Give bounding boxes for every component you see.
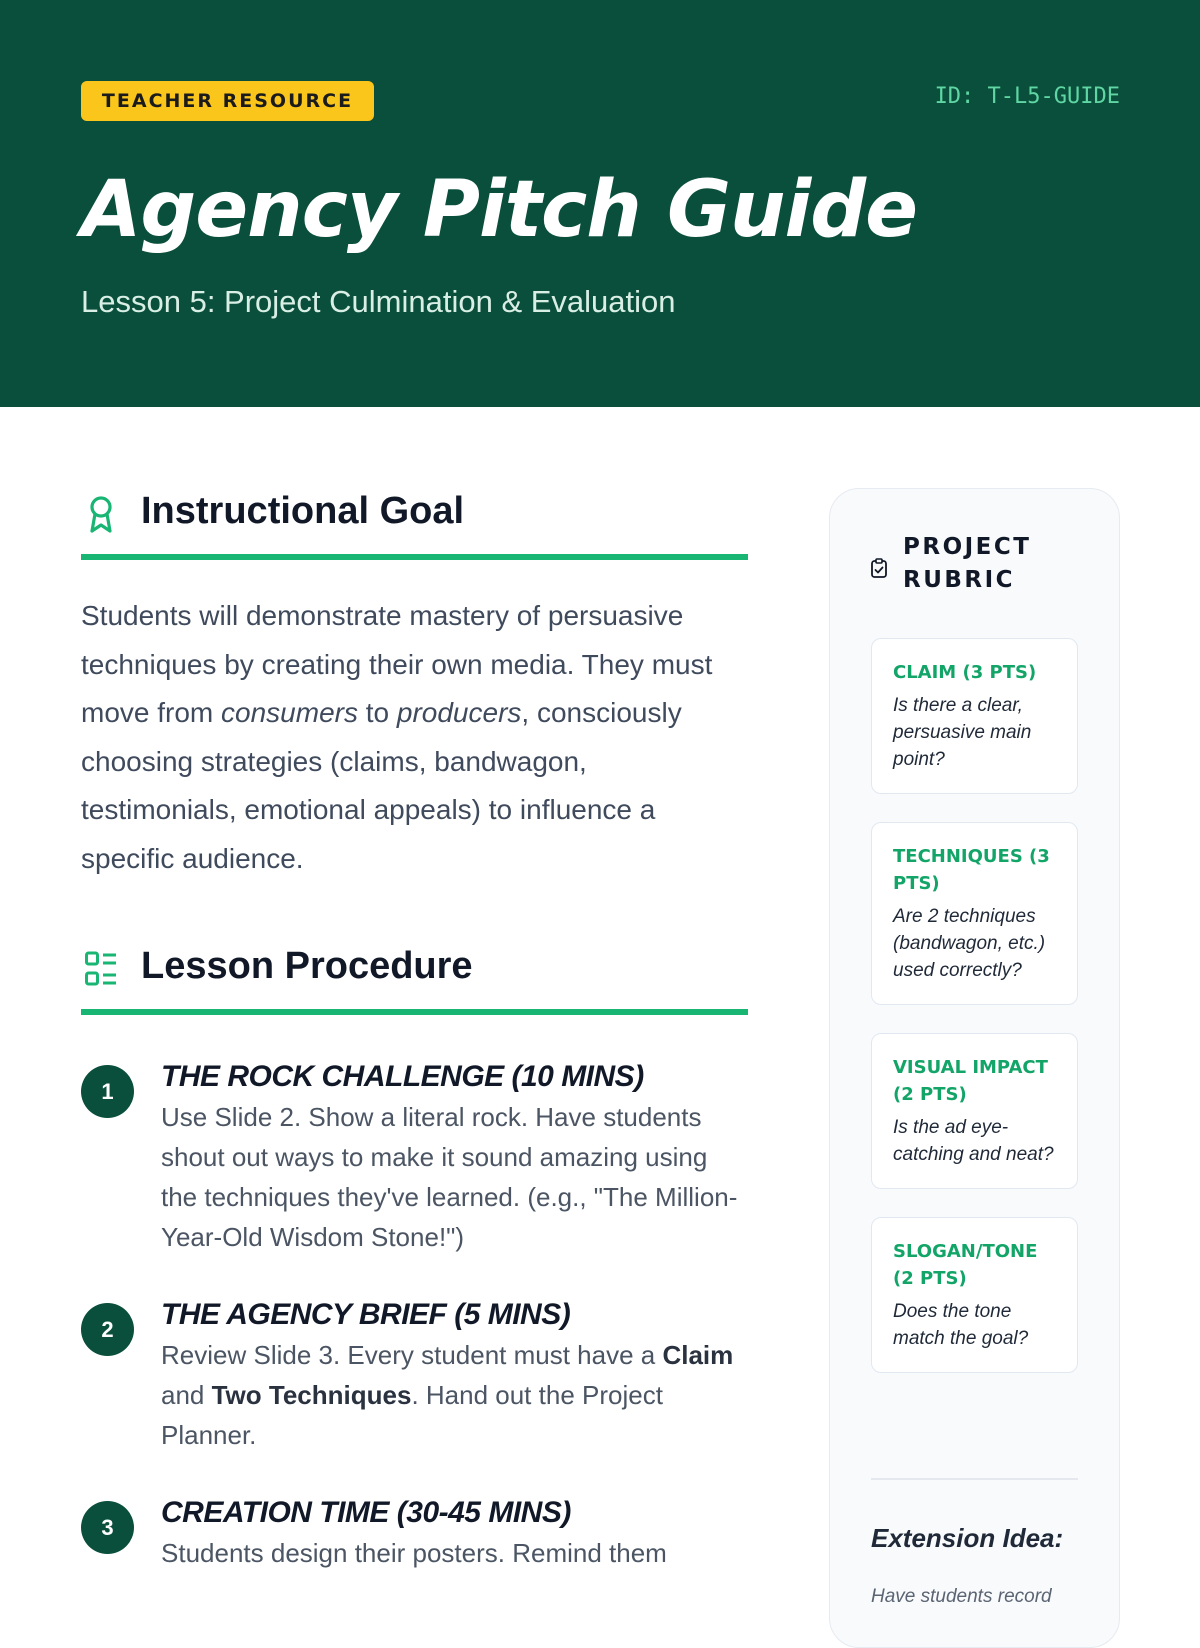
step-description: Use Slide 2. Show a literal rock. Have students shout out ways to make it sound amazing using the techniques they've learned. (e.g., "The Million-Year-Old Wisdom Stone!") <box>161 1102 738 1252</box>
rubric-criterion-desc: Are 2 techniques (bandwagon, etc.) used correctly? <box>893 906 1046 981</box>
procedure-heading: Lesson Procedure <box>141 945 473 987</box>
rubric-card-techniques <box>871 822 1078 1005</box>
lesson-procedure-section <box>81 935 748 1573</box>
rubric-criterion-title: CLAIM (3 PTS) <box>893 662 1037 683</box>
section-divider <box>81 1009 748 1015</box>
rubric-criterion-title: VISUAL IMPACT (2 PTS) <box>893 1057 1048 1105</box>
procedure-section-header <box>81 935 748 1017</box>
extension-title: Extension Idea: <box>871 1523 1064 1553</box>
goal-section-header <box>81 480 748 562</box>
rubric-card-claim <box>871 638 1078 794</box>
section-divider <box>81 554 748 560</box>
page-subtitle: Lesson 5: Project Culmination & Evaluation <box>81 284 676 319</box>
rubric-criterion-title: TECHNIQUES (3 PTS) <box>893 846 1050 894</box>
procedure-step-2 <box>81 1295 748 1455</box>
step-description: Students design their posters. Remind them <box>161 1538 667 1568</box>
step-title: THE AGENCY BRIEF (5 MINS) <box>161 1298 571 1331</box>
goal-description: Students will demonstrate mastery of persuasive techniques by creating their own media. They must move from consumers to producers, consciously choosing strategies (claims, bandwagon, testimonials, emotional appeals) to influence a specific audience. <box>81 600 713 874</box>
rubric-criterion-desc: Does the tone match the goal? <box>893 1301 1029 1349</box>
procedure-step-3 <box>81 1493 748 1573</box>
resource-badge: TEACHER RESOURCE <box>81 81 374 121</box>
step-number: 2 <box>81 1303 134 1356</box>
rubric-criteria <box>871 638 1078 1401</box>
page-title: Agency Pitch Guide <box>81 165 918 255</box>
rubric-card-visual-impact <box>871 1033 1078 1189</box>
page-header <box>0 0 1200 407</box>
document-id: ID: T-L5-GUIDE <box>934 84 1120 109</box>
procedure-steps <box>81 1057 748 1573</box>
rubric-criterion-title: SLOGAN/TONE (2 PTS) <box>893 1241 1038 1289</box>
rubric-divider <box>871 1478 1078 1480</box>
rubric-criterion-desc: Is the ad eye-catching and neat? <box>893 1117 1054 1165</box>
project-rubric-panel <box>829 488 1120 1648</box>
step-description: Review Slide 3. Every student must have a Claim and Two Techniques. Hand out the Project Planner. <box>161 1340 734 1450</box>
extension-text: Have students record <box>871 1586 1052 1607</box>
clipboard-check-icon <box>870 557 888 579</box>
step-title: CREATION TIME (30-45 MINS) <box>161 1496 571 1529</box>
main-content <box>81 480 748 1611</box>
step-title: THE ROCK CHALLENGE (10 MINS) <box>161 1060 644 1093</box>
checklist-icon <box>85 949 117 989</box>
procedure-step-1 <box>81 1057 748 1257</box>
rubric-heading: PROJECT RUBRIC <box>903 534 1032 593</box>
rubric-card-slogan-tone <box>871 1217 1078 1373</box>
step-number: 3 <box>81 1501 134 1554</box>
award-ribbon-icon <box>85 494 117 534</box>
step-number: 1 <box>81 1065 134 1118</box>
goal-heading: Instructional Goal <box>141 490 465 532</box>
instructional-goal-section <box>81 480 748 883</box>
rubric-criterion-desc: Is there a clear, persuasive main point? <box>893 695 1032 770</box>
